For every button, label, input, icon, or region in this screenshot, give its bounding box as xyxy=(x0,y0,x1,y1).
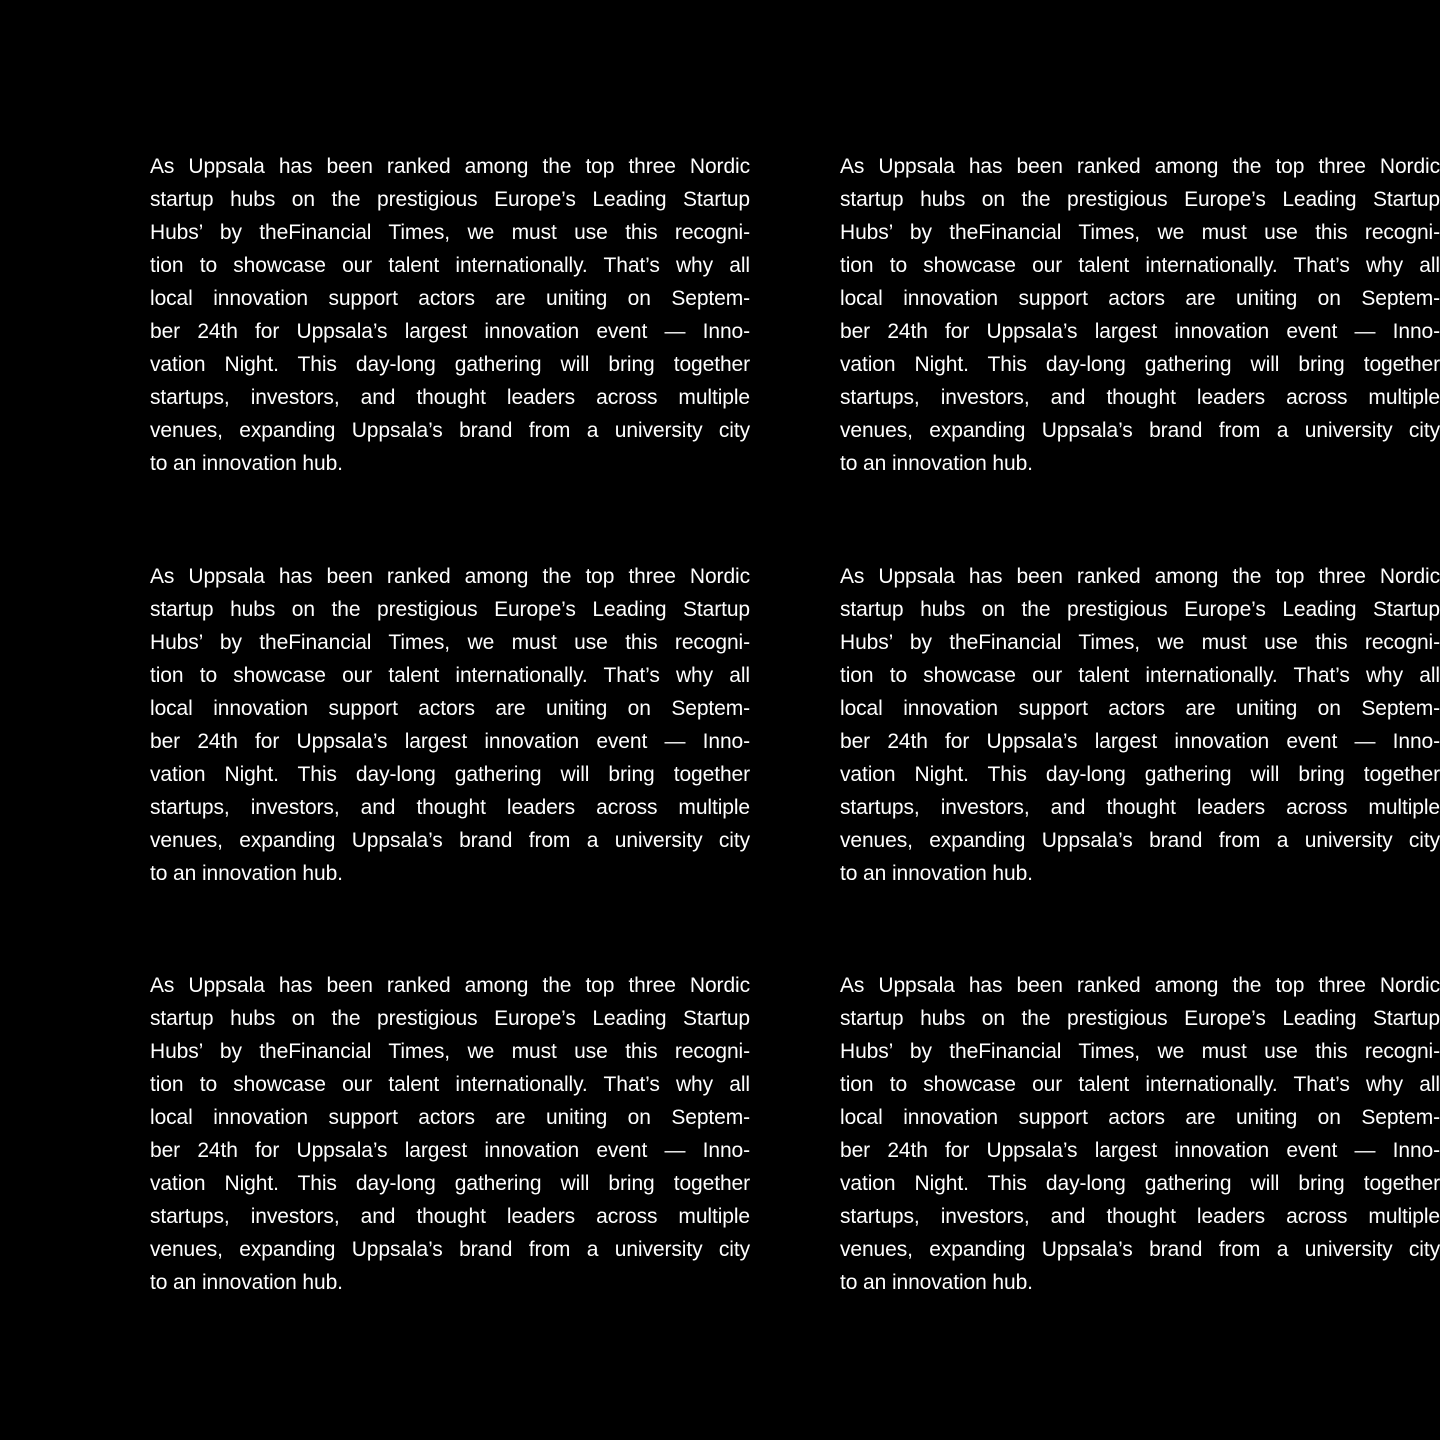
paragraph-line: Hubs’ by theFinancial Times, we must use this recogni- xyxy=(150,1040,750,1063)
paragraph-line: As Uppsala has been ranked among the top three Nordic xyxy=(150,155,750,178)
paragraph-line: As Uppsala has been ranked among the top three Nordic xyxy=(150,974,750,997)
paragraph-line: venues, expanding Uppsala’s brand from a university city xyxy=(840,829,1440,852)
paragraph-line: venues, expanding Uppsala’s brand from a university city xyxy=(840,419,1440,442)
text-block-row3-left xyxy=(150,969,750,1299)
paragraph-line: startup hubs on the prestigious Europe’s Leading Startup xyxy=(840,1007,1440,1030)
paragraph-line: tion to showcase our talent internationally. That’s why all xyxy=(840,254,1440,277)
paragraph-line: startup hubs on the prestigious Europe’s Leading Startup xyxy=(840,598,1440,621)
paragraph-line: to an innovation hub. xyxy=(840,1271,1033,1294)
paragraph-line: venues, expanding Uppsala’s brand from a university city xyxy=(150,419,750,442)
paragraph-line: vation Night. This day-long gathering will bring together xyxy=(840,763,1440,786)
paragraph-line: vation Night. This day-long gathering will bring together xyxy=(840,1172,1440,1195)
paragraph-line: vation Night. This day-long gathering will bring together xyxy=(150,353,750,376)
paragraph-line: As Uppsala has been ranked among the top three Nordic xyxy=(150,565,750,588)
paragraph-line: startup hubs on the prestigious Europe’s Leading Startup xyxy=(150,598,750,621)
paragraph-line: startups, investors, and thought leaders across multiple xyxy=(840,796,1440,819)
paragraph-line: local innovation support actors are uniting on Septem- xyxy=(150,697,750,720)
paragraph-line: local innovation support actors are uniting on Septem- xyxy=(840,697,1440,720)
paragraph-line: ber 24th for Uppsala’s largest innovation event — Inno- xyxy=(840,320,1440,343)
paragraph-line: tion to showcase our talent internationally. That’s why all xyxy=(150,254,750,277)
paragraph-line: As Uppsala has been ranked among the top three Nordic xyxy=(840,974,1440,997)
paragraph-line: startup hubs on the prestigious Europe’s Leading Startup xyxy=(150,188,750,211)
paragraph-line: to an innovation hub. xyxy=(150,452,343,475)
paragraph-line: tion to showcase our talent internationally. That’s why all xyxy=(150,1073,750,1096)
text-block-row3-right xyxy=(840,969,1440,1299)
paragraph-line: venues, expanding Uppsala’s brand from a university city xyxy=(150,1238,750,1261)
paragraph-line: Hubs’ by theFinancial Times, we must use this recogni- xyxy=(840,631,1440,654)
paragraph-line: to an innovation hub. xyxy=(150,1271,343,1294)
paragraph-line: startups, investors, and thought leaders across multiple xyxy=(150,386,750,409)
text-block-row1-left xyxy=(150,150,750,480)
text-block-row2-right xyxy=(840,560,1440,890)
paragraph-line: tion to showcase our talent internationally. That’s why all xyxy=(150,664,750,687)
paragraph-line: startups, investors, and thought leaders across multiple xyxy=(150,796,750,819)
paragraph-line: startups, investors, and thought leaders across multiple xyxy=(840,386,1440,409)
paragraph-line: to an innovation hub. xyxy=(150,862,343,885)
paragraph-line: As Uppsala has been ranked among the top three Nordic xyxy=(840,155,1440,178)
paragraph-line: vation Night. This day-long gathering will bring together xyxy=(150,1172,750,1195)
paragraph-line: venues, expanding Uppsala’s brand from a university city xyxy=(150,829,750,852)
paragraph-line: As Uppsala has been ranked among the top three Nordic xyxy=(840,565,1440,588)
paragraph-line: Hubs’ by theFinancial Times, we must use this recogni- xyxy=(840,221,1440,244)
paragraph-line: startups, investors, and thought leaders across multiple xyxy=(150,1205,750,1228)
paragraph-line: to an innovation hub. xyxy=(840,862,1033,885)
paragraph-line: venues, expanding Uppsala’s brand from a university city xyxy=(840,1238,1440,1261)
paragraph-line: ber 24th for Uppsala’s largest innovation event — Inno- xyxy=(150,730,750,753)
paragraph-line: ber 24th for Uppsala’s largest innovation event — Inno- xyxy=(150,320,750,343)
paragraph-line: ber 24th for Uppsala’s largest innovation event — Inno- xyxy=(150,1139,750,1162)
paragraph-line: ber 24th for Uppsala’s largest innovation event — Inno- xyxy=(840,730,1440,753)
paragraph-line: tion to showcase our talent internationally. That’s why all xyxy=(840,664,1440,687)
paragraph-line: tion to showcase our talent internationally. That’s why all xyxy=(840,1073,1440,1096)
paragraph-line: to an innovation hub. xyxy=(840,452,1033,475)
paragraph-line: ber 24th for Uppsala’s largest innovation event — Inno- xyxy=(840,1139,1440,1162)
paragraph-line: Hubs’ by theFinancial Times, we must use this recogni- xyxy=(840,1040,1440,1063)
text-block-row1-right xyxy=(840,150,1440,480)
paragraph-line: vation Night. This day-long gathering will bring together xyxy=(150,763,750,786)
paragraph-line: Hubs’ by theFinancial Times, we must use this recogni- xyxy=(150,631,750,654)
paragraph-line: startup hubs on the prestigious Europe’s Leading Startup xyxy=(840,188,1440,211)
paragraph-line: startups, investors, and thought leaders across multiple xyxy=(840,1205,1440,1228)
paragraph-line: local innovation support actors are uniting on Septem- xyxy=(840,1106,1440,1129)
text-block-row2-left xyxy=(150,560,750,890)
paragraph-line: vation Night. This day-long gathering will bring together xyxy=(840,353,1440,376)
paragraph-line: local innovation support actors are uniting on Septem- xyxy=(840,287,1440,310)
paragraph-line: startup hubs on the prestigious Europe’s Leading Startup xyxy=(150,1007,750,1030)
paragraph-line: local innovation support actors are uniting on Septem- xyxy=(150,287,750,310)
paragraph-line: local innovation support actors are uniting on Septem- xyxy=(150,1106,750,1129)
paragraph-line: Hubs’ by theFinancial Times, we must use this recogni- xyxy=(150,221,750,244)
